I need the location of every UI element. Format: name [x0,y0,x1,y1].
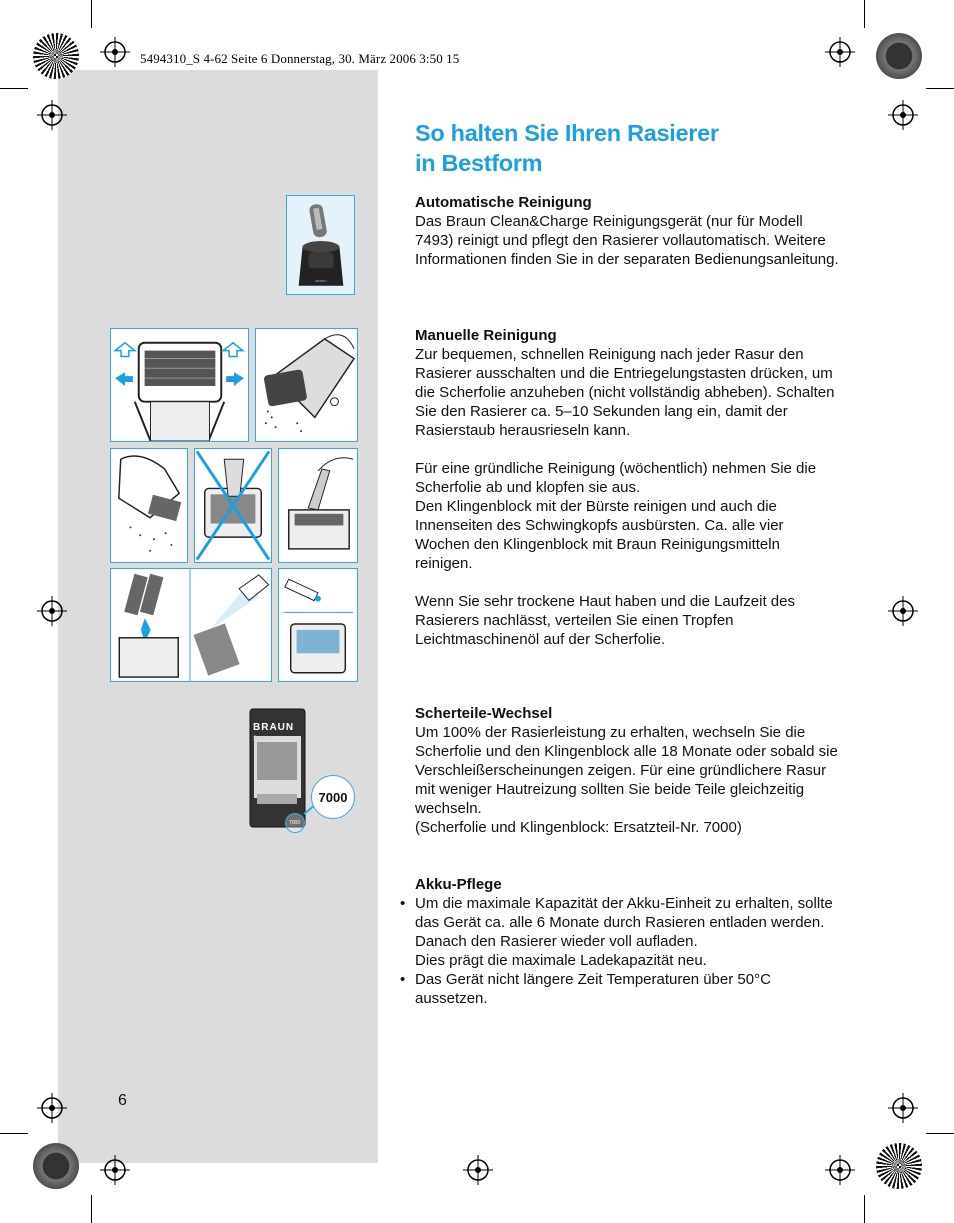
starburst-mark-icon [33,33,79,79]
release-buttons-image [110,328,249,442]
crop-line [91,0,92,28]
bullet-list [415,894,840,1008]
section-heading: Akku-Pflege [415,876,502,893]
registration-mark-icon [463,1155,493,1185]
crop-line [864,1195,865,1223]
dont-brush-foil-image [194,448,272,563]
crop-line [864,0,865,28]
page-number: 6 [118,1092,127,1109]
density-mark-icon [33,1143,79,1189]
section-manual-clean [415,326,840,649]
shaver-tapping-image [255,328,358,442]
list-item [415,970,840,1008]
registration-mark-icon [37,596,67,626]
registration-mark-icon [37,1093,67,1123]
section-heading: Manuelle Reinigung [415,327,557,344]
list-item-text: Um die maximale Kapazität der Akku-Einheit zu erhalten, sollte das Gerät ca. alle 6 Monate durch Rasieren entladen werden. Danach den Rasierer wieder voll aufladen. [415,895,833,950]
list-item-text: Das Gerät nicht längere Zeit Temperaturen über 50°C aussetzen. [415,971,771,1007]
section-text: Wenn Sie sehr trockene Haut haben und die Laufzeit des Rasierers nachlässt, verteilen Sie einen Tropfen Leichtmaschinenöl auf der Scherfolie. [415,593,795,648]
crop-line [91,1195,92,1223]
crop-line [926,88,954,89]
crop-line [0,88,28,89]
crop-line [0,1133,28,1134]
registration-mark-icon [825,37,855,67]
starburst-mark-icon [876,1143,922,1189]
section-text: Das Braun Clean&Charge Reinigungsgerät (nur für Modell 7493) reinigt und pflegt den Rasierer vollautomatisch. Weitere Informationen finden Sie in der separaten Bedienungsanleitung. [415,213,839,268]
print-slug: 5494310_S 4-62 Seite 6 Donnerstag, 30. März 2006 3:50 15 [140,51,460,66]
density-mark-icon [876,33,922,79]
page-title [415,118,815,178]
section-heading: Scherteile-Wechsel [415,705,553,722]
section-battery [415,875,840,1008]
svg-text:braun: braun [315,277,327,283]
section-text: Um 100% der Rasierleistung zu erhalten, wechseln Sie die Scherfolie und den Klingenblock alle 18 Monate oder sobald sie Verschleißerscheinungen zeigen. Für eine gründlichere Rasur mit weniger Hautreizung sollten Sie beide Teile gleichzeitig wechseln. [415,724,838,817]
package-sub: Syncro [253,736,272,742]
registration-mark-icon [888,596,918,626]
crop-line [926,1133,954,1134]
registration-mark-icon [100,37,130,67]
package-part-small: 7000 [289,820,301,826]
brush-cutter-image [278,448,358,563]
section-parts-change [415,704,840,837]
section-text-part: Den Klingenblock mit der Bürste reinigen und auch die Innenseiten des Schwingkopfs ausbürsten. Ca. alle vier Wochen den Klingenblock mit Braun Reinigungsmitteln reinigen. [415,498,784,572]
oil-drop-image [278,568,358,682]
registration-mark-icon [888,1093,918,1123]
clean-charge-station-image [286,195,355,295]
section-text: Zur bequemen, schnellen Reinigung nach jeder Rasur den Rasierer ausschalten und die Entriegelungstasten drücken, um die Scherfolie anzuheben (nicht vollständig abheben). Schalten Sie den Rasierer ca. 5–10 Sekunden lang ein, damit der Rasierstaub herausrieseln kann. [415,346,835,439]
registration-mark-icon [888,100,918,130]
cleaning-spray-image [110,568,272,682]
section-text-part: Für eine gründliche Reinigung (wöchentlich) nehmen Sie die Scherfolie ab und klopfen sie aus. [415,460,817,496]
section-note: (Scherfolie und Klingenblock: Ersatzteil-Nr. 7000) [415,819,742,836]
page-title-line-2: in Bestform [415,150,543,176]
registration-mark-icon [37,100,67,130]
registration-mark-icon [100,1155,130,1185]
page-title-line-1: So halten Sie Ihren Rasierer [415,120,719,146]
section-auto-clean [415,193,840,269]
list-item [415,894,840,970]
registration-mark-icon [825,1155,855,1185]
section-text [415,459,840,573]
part-number-callout: 7000 [311,775,355,819]
list-item-text: Dies prägt die maximale Ladekapazität neu. [415,952,707,969]
package-brand: BRAUN [253,722,295,733]
section-heading: Automatische Reinigung [415,194,592,211]
foil-removal-image [110,448,188,563]
